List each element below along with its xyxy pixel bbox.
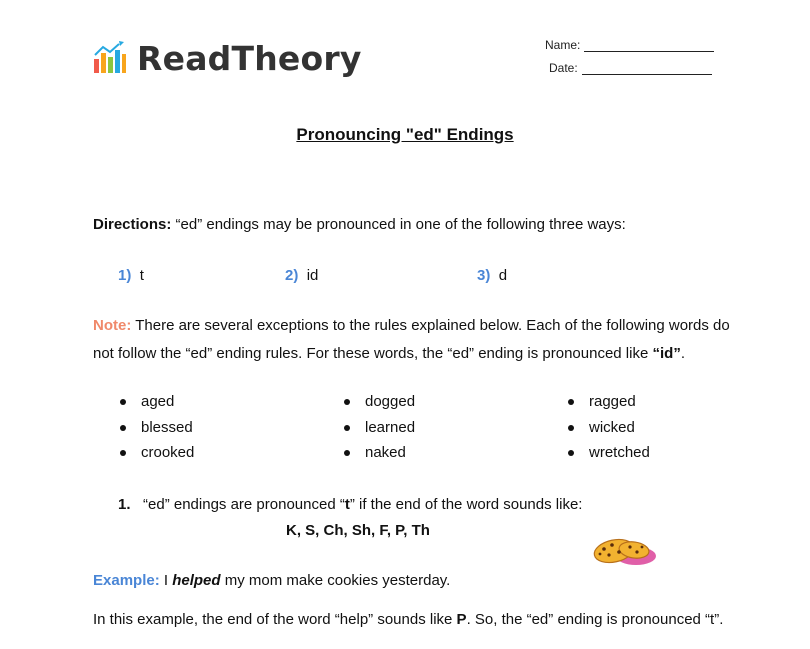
example (93, 567, 450, 595)
date-label: Date: (549, 61, 578, 75)
brand-name: ReadTheory (137, 38, 362, 78)
note-label: Note: (93, 317, 132, 334)
list-item: naked (341, 440, 415, 466)
directions-label: Directions: (93, 216, 172, 233)
readtheory-logo (93, 38, 362, 78)
note-end: . (680, 345, 685, 362)
exceptions-column-1 (117, 389, 194, 466)
list-item: learned (341, 415, 415, 441)
way-2 (285, 262, 318, 290)
list-item: aged (117, 389, 194, 415)
date-line (582, 64, 712, 75)
list-item: blessed (117, 415, 194, 441)
explanation-pre: In this example, the end of the word “help” sounds like (93, 611, 457, 628)
bar-chart-logo-icon (93, 41, 127, 75)
example-post: my mom make cookies yesterday. (220, 572, 451, 589)
name-line (584, 41, 714, 52)
rule-1-sound: t (344, 496, 350, 513)
way-1-number: 1) (118, 267, 132, 284)
rule-1-pre: “ed” endings are pronounced “ (143, 496, 345, 513)
example-pre: I (159, 572, 173, 589)
cookies-icon (590, 532, 658, 570)
way-1-sound: t (139, 267, 144, 284)
way-2-sound: id (306, 267, 319, 284)
list-item: wicked (565, 415, 650, 441)
way-3-number: 3) (477, 267, 491, 284)
page-title: Pronouncing "ed" Endings (296, 125, 514, 144)
list-item: ragged (565, 389, 650, 415)
exceptions-column-3 (565, 389, 650, 466)
explanation (93, 606, 723, 634)
rule-1-post: ” if the end of the word sounds like: (349, 496, 583, 513)
rule-1-number: 1. (118, 496, 131, 513)
name-label: Name: (545, 38, 581, 52)
way-3-sound: d (498, 267, 508, 284)
rule-1-sounds: K, S, Ch, Sh, F, P, Th (286, 522, 430, 539)
list-item: crooked (117, 440, 194, 466)
date-field (549, 61, 712, 75)
way-3 (477, 262, 507, 290)
way-1 (118, 262, 144, 290)
note-text-line2: not follow the “ed” ending rules. For these words, the “ed” ending is pronounced like (93, 345, 653, 362)
exceptions-column-2 (341, 389, 415, 466)
directions-text: “ed” endings may be pronounced in one of the following three ways: (171, 216, 626, 233)
note-emphasis: “id” (652, 345, 681, 362)
explanation-post: . So, the “ed” ending is pronounced “t”. (466, 611, 724, 628)
name-field (545, 38, 714, 52)
list-item: dogged (341, 389, 415, 415)
way-2-number: 2) (285, 267, 299, 284)
rule-1 (118, 491, 582, 519)
note-text-line1: There are several exceptions to the rules explained below. Each of the following words do (131, 317, 730, 334)
example-word: helped (172, 572, 221, 589)
note-paragraph (93, 312, 793, 368)
list-item: wretched (565, 440, 650, 466)
example-label: Example: (93, 572, 160, 589)
explanation-letter: P (456, 611, 467, 628)
directions (93, 211, 626, 239)
